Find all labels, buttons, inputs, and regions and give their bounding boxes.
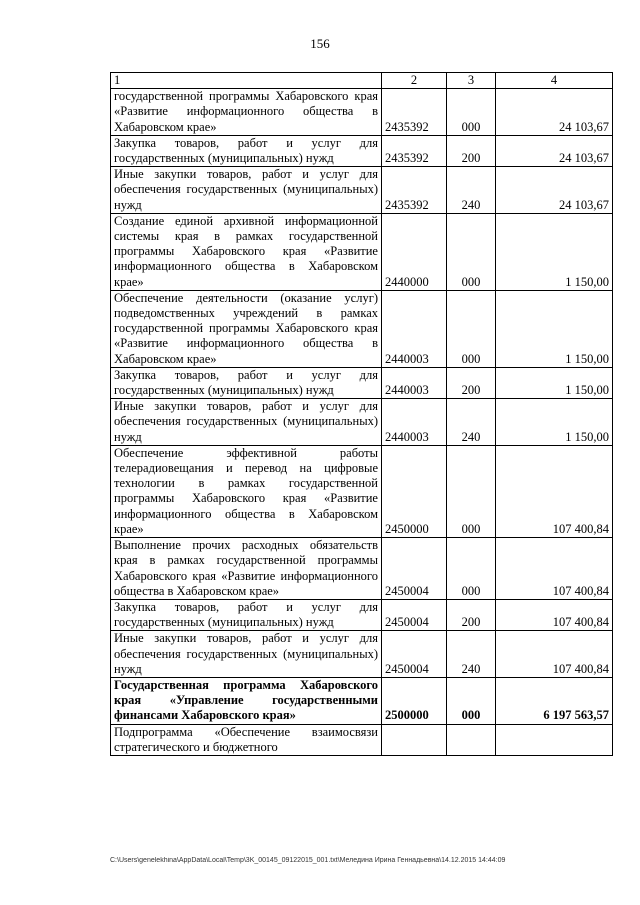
row-amount-cell: 107 400,84: [496, 599, 613, 630]
row-type-cell: 000: [447, 445, 496, 537]
row-name-cell: государственной программы Хабаровского края «Развитие информационного общества в Хабаровском крае»: [111, 89, 382, 136]
row-name-cell: Обеспечение эффективной работы телерадиовещания и перевод на цифровые технологии в рамках государственной программы Хабаровского края «Развитие информационного общества в Хабаровском крае»: [111, 445, 382, 537]
row-name-cell: Иные закупки товаров, работ и услуг для обеспечения государственных (муниципальных) нужд: [111, 631, 382, 678]
row-code-cell: 2450004: [382, 631, 447, 678]
row-amount-cell: [496, 724, 613, 755]
row-code-cell: 2440003: [382, 290, 447, 367]
table-row: [111, 167, 613, 214]
table-row: [111, 599, 613, 630]
row-code-cell: 2450004: [382, 538, 447, 600]
row-amount-cell: 1 150,00: [496, 367, 613, 398]
row-name-cell: Закупка товаров, работ и услуг для государственных (муниципальных) нужд: [111, 367, 382, 398]
row-amount-cell: 1 150,00: [496, 213, 613, 290]
row-type-cell: 200: [447, 367, 496, 398]
table-row: [111, 399, 613, 446]
table-row: [111, 135, 613, 166]
row-type-cell: 000: [447, 538, 496, 600]
table-row: [111, 367, 613, 398]
budget-table-body: [111, 73, 613, 756]
row-name-cell: Обеспечение деятельности (оказание услуг) подведомственных учреждений в рамках государственной программы Хабаровского края «Развитие информационного общества в Хабаровском крае»: [111, 290, 382, 367]
row-type-cell: 200: [447, 135, 496, 166]
row-code-cell: 2440003: [382, 367, 447, 398]
row-name-cell: Закупка товаров, работ и услуг для государственных (муниципальных) нужд: [111, 599, 382, 630]
row-code-cell: [382, 724, 447, 755]
row-type-cell: 000: [447, 290, 496, 367]
table-row: [111, 724, 613, 755]
row-type-cell: 240: [447, 631, 496, 678]
budget-table: [110, 72, 613, 756]
row-code-cell: 2450004: [382, 599, 447, 630]
row-type-cell: 000: [447, 89, 496, 136]
row-amount-cell: 1 150,00: [496, 399, 613, 446]
table-row: [111, 89, 613, 136]
row-amount-cell: 24 103,67: [496, 167, 613, 214]
row-amount-cell: 107 400,84: [496, 631, 613, 678]
row-code-cell: 2435392: [382, 167, 447, 214]
table-row: [111, 631, 613, 678]
table-row: [111, 538, 613, 600]
row-type-cell: 240: [447, 167, 496, 214]
header-col-2: 2: [382, 73, 447, 89]
row-code-cell: 2435392: [382, 135, 447, 166]
header-col-1: 1: [111, 73, 382, 89]
page-number: 156: [310, 36, 330, 51]
row-name-cell: Выполнение прочих расходных обязательств края в рамках государственной программы Хабаровского края «Развитие информационного общества в Хабаровском крае»: [111, 538, 382, 600]
row-amount-cell: 107 400,84: [496, 445, 613, 537]
header-col-4: 4: [496, 73, 613, 89]
row-type-cell: 240: [447, 399, 496, 446]
row-code-cell: 2440003: [382, 399, 447, 446]
row-type-cell: [447, 724, 496, 755]
row-name-cell: Иные закупки товаров, работ и услуг для обеспечения государственных (муниципальных) нужд: [111, 167, 382, 214]
row-type-cell: 200: [447, 599, 496, 630]
row-type-cell: 000: [447, 677, 496, 724]
file-path-footer: C:\Users\genelekhina\AppData\Local\Temp\3K_00145_09122015_001.txt\Меледина Ирина Геннадьевна\14.12.2015 14:44:09: [110, 857, 506, 864]
row-type-cell: 000: [447, 213, 496, 290]
row-name-cell: Подпрограмма «Обеспечение взаимосвязи стратегического и бюджетного: [111, 724, 382, 755]
table-row: [111, 445, 613, 537]
row-name-cell: Закупка товаров, работ и услуг для государственных (муниципальных) нужд: [111, 135, 382, 166]
row-amount-cell: 24 103,67: [496, 135, 613, 166]
table-row: [111, 290, 613, 367]
table-header-row: [111, 73, 613, 89]
row-code-cell: 2435392: [382, 89, 447, 136]
row-name-cell: Иные закупки товаров, работ и услуг для обеспечения государственных (муниципальных) нужд: [111, 399, 382, 446]
row-code-cell: 2450000: [382, 445, 447, 537]
row-name-cell: Государственная программа Хабаровского края «Управление государственными финансами Хабаровского края»: [111, 677, 382, 724]
header-col-3: 3: [447, 73, 496, 89]
row-amount-cell: 107 400,84: [496, 538, 613, 600]
row-name-cell: Создание единой архивной информационной системы края в рамках государственной программы Хабаровского края «Развитие информационного общества в Хабаровском крае»: [111, 213, 382, 290]
row-amount-cell: 1 150,00: [496, 290, 613, 367]
row-code-cell: 2440000: [382, 213, 447, 290]
table-row: [111, 213, 613, 290]
row-amount-cell: 6 197 563,57: [496, 677, 613, 724]
row-amount-cell: 24 103,67: [496, 89, 613, 136]
row-code-cell: 2500000: [382, 677, 447, 724]
table-row: [111, 677, 613, 724]
